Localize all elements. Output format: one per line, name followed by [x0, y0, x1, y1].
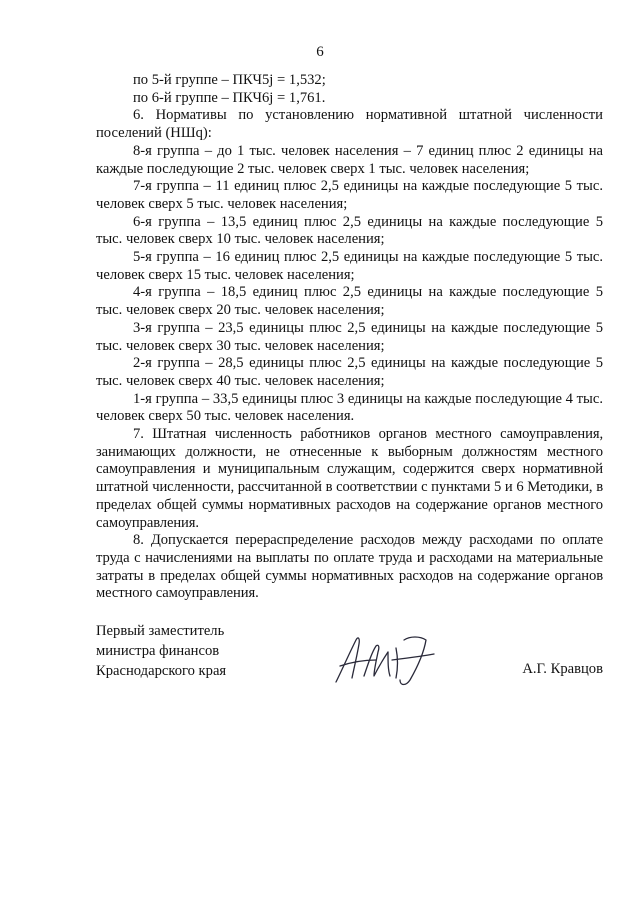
- signer-name: А.Г. Кравцов: [522, 661, 603, 677]
- handwritten-signature: [330, 630, 440, 690]
- signer-position-line: Краснодарского края: [96, 663, 227, 679]
- document-body: [96, 72, 603, 603]
- paragraph-group-3: 3-я группа – 23,5 единицы плюс 2,5 единицы на каждые последующие 5 тыс. человек сверх 30 тыс. человек населения;: [96, 319, 603, 354]
- paragraph-group-1: 1-я группа – 33,5 единицы плюс 3 единицы на каждые последующие 4 тыс. человек сверх 50 тыс. человек населения.: [96, 390, 603, 425]
- paragraph-group-4: 4-я группа – 18,5 единиц плюс 2,5 единицы на каждые последующие 5 тыс. человек сверх 20 тыс. человек населения;: [96, 284, 603, 319]
- page-number: 6: [316, 44, 324, 60]
- paragraph-group-7: 7-я группа – 11 единиц плюс 2,5 единицы на каждые последующие 5 тыс. человек сверх 5 тыс. человек населения;: [96, 178, 603, 212]
- paragraph-group-8: 8-я группа – до 1 тыс. человек населения – 7 единиц плюс 2 единицы на каждые последующие 2 тыс. человек сверх 1 тыс. человек населения;: [96, 142, 603, 177]
- paragraph-group6-coef: по 6-й группе – ПКЧ6j = 1,761.: [133, 89, 326, 106]
- paragraph-item-8: 8. Допускается перераспределение расходов между расходами по оплате труда с начислениями на выплаты по оплате труда и расходами на материальные затраты в пределах общей суммы нормативных расходов на содержание органов местного самоуправления.: [96, 532, 603, 602]
- paragraph-group-6: 6-я группа – 13,5 единиц плюс 2,5 единицы на каждые последующие 5 тыс. человек сверх 10 тыс. человек населения;: [96, 213, 603, 248]
- signer-position: [96, 621, 226, 681]
- paragraph-item-7: 7. Штатная численность работников органов местного самоуправления, занимающих должности, не отнесенные к выборным должностям местного самоуправления и муниципальным служащим, содержится сверх нормативной штатной численности, рассчитанной в соответствии с пунктами 5 и 6 Методики, в пределах общей суммы нормативных расходов на содержание органов местного самоуправления.: [96, 426, 603, 531]
- paragraph-item-6-heading: 6. Нормативы по установлению нормативной штатной численности поселений (НШq):: [96, 107, 603, 142]
- paragraph-group5-coef: по 5-й группе – ПКЧ5j = 1,532;: [133, 72, 326, 88]
- signer-position-line: Первый заместитель: [96, 623, 225, 639]
- signer-position-line: министра финансов: [96, 643, 220, 659]
- paragraph-group-5: 5-я группа – 16 единиц плюс 2,5 единицы на каждые последующие 5 тыс. человек сверх 15 тыс. человек населения;: [96, 249, 603, 283]
- paragraph-group-2: 2-я группа – 28,5 единицы плюс 2,5 единицы на каждые последующие 5 тыс. человек сверх 40 тыс. человек населения;: [96, 355, 603, 389]
